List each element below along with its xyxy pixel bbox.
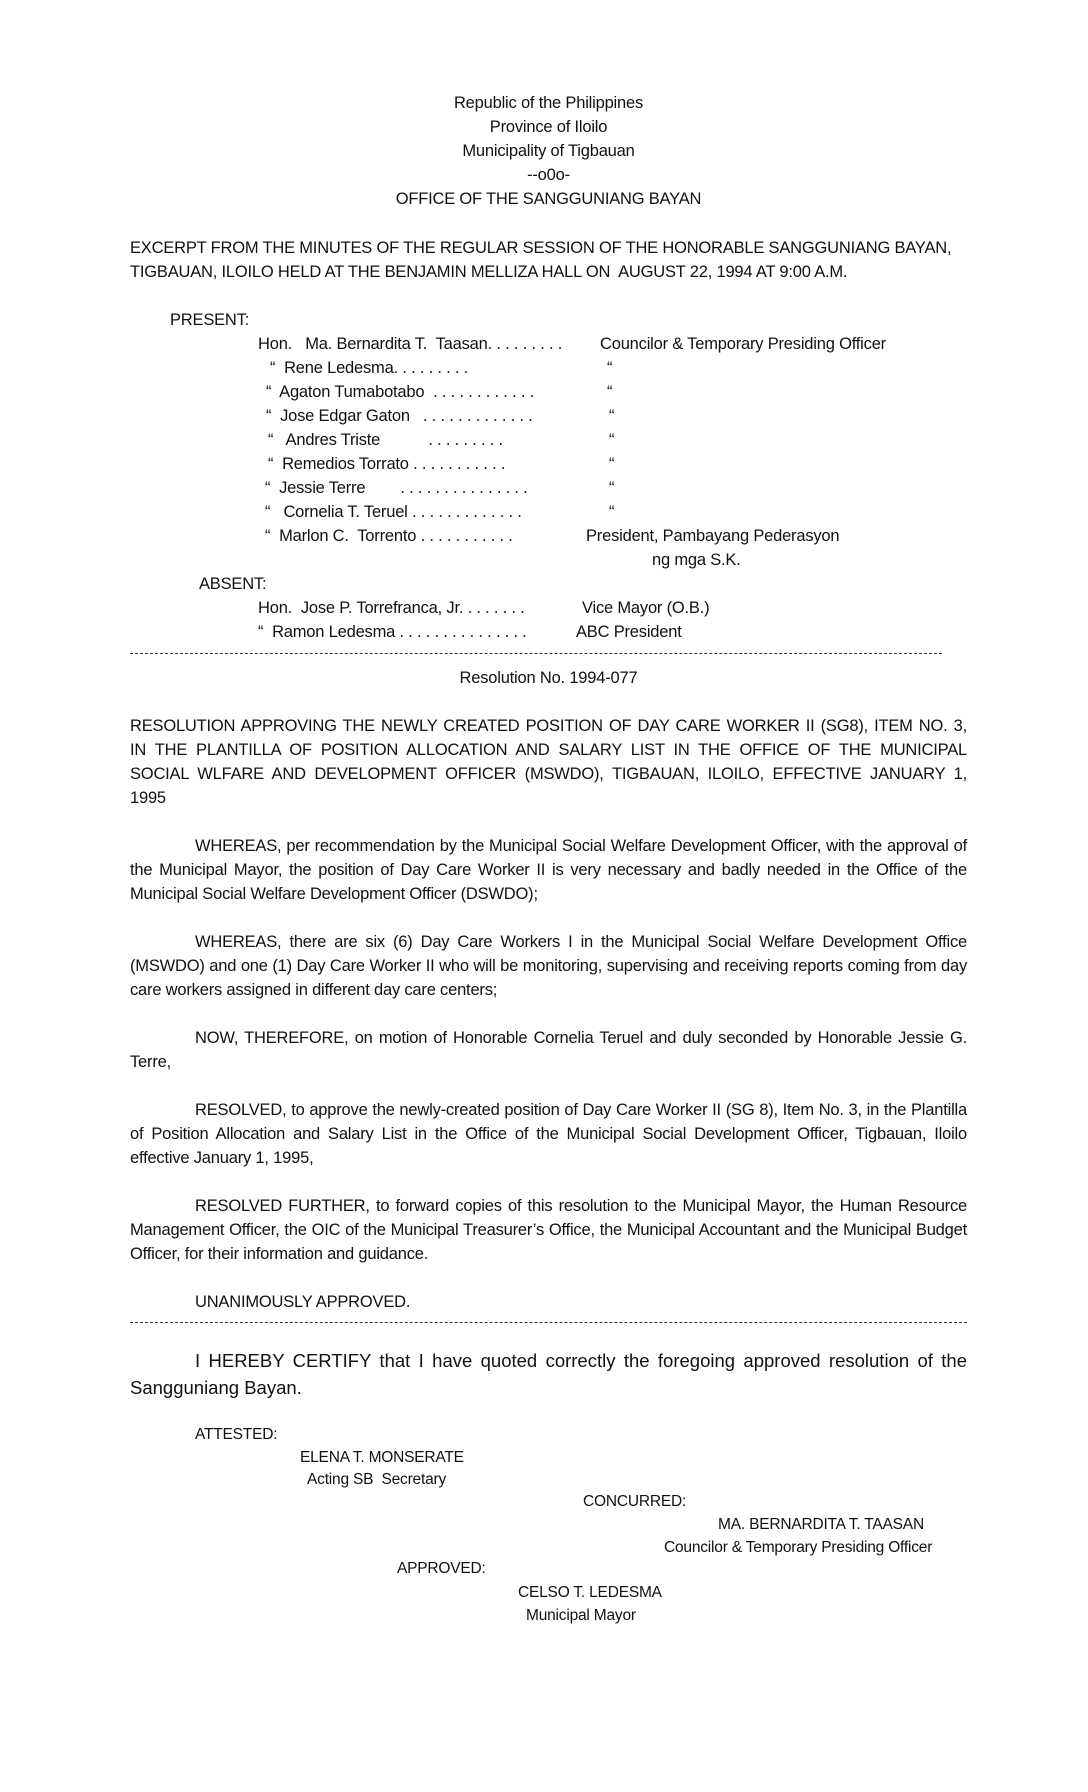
approved-label: APPROVED:	[397, 1560, 486, 1577]
present-member-name: “ Remedios Torrato . . . . . . . . . . .	[268, 455, 506, 473]
present-member-role: “	[609, 479, 615, 497]
certification-text: I HEREBY CERTIFY that I have quoted correctly the foregoing approved resolution of the Sangguniang Bayan.	[130, 1350, 967, 1398]
concurred-label: CONCURRED:	[583, 1493, 687, 1510]
approved-name: CELSO T. LEDESMA	[518, 1584, 662, 1601]
resolution-title-line: 1995	[130, 789, 166, 807]
concurred-title: Councilor & Temporary Presiding Officer	[664, 1539, 933, 1556]
present-label: PRESENT:	[170, 311, 250, 329]
excerpt-line-1: EXCERPT FROM THE MINUTES OF THE REGULAR SESSION OF THE HONORABLE SANGGUNIANG BAYAN,	[130, 239, 952, 257]
present-member-name: “ Rene Ledesma. . . . . . . . .	[270, 359, 469, 377]
present-member-role-cont: ng mga S.K.	[652, 551, 741, 569]
certification-paragraph	[130, 1347, 967, 1401]
present-member-role: “	[609, 407, 615, 425]
unanimously-approved: UNANIMOUSLY APPROVED.	[195, 1293, 411, 1311]
resolution-title-line: SOCIAL WLFARE AND DEVELOPMENT OFFICER (MSWDO), TIGBAUAN, ILOILO, EFFECTIVE JANUARY 1,	[130, 765, 967, 783]
present-member-name: “ Jose Edgar Gaton . . . . . . . . . . . . .	[266, 407, 533, 425]
resolved-paragraph	[130, 1098, 967, 1170]
attested-label: ATTESTED:	[195, 1426, 278, 1443]
present-member-role: Councilor & Temporary Presiding Officer	[600, 335, 886, 353]
header-office: OFFICE OF THE SANGGUNIANG BAYAN	[395, 190, 702, 208]
present-member-name: “ Agaton Tumabotabo . . . . . . . . . . . .	[266, 383, 534, 401]
absent-member-role: ABC President	[576, 623, 682, 641]
present-member-role: “	[609, 455, 615, 473]
divider	[130, 1322, 967, 1323]
whereas-paragraph-2	[130, 930, 967, 1002]
present-member-role: President, Pambayang Pederasyon	[586, 527, 840, 545]
present-member-name: “ Andres Triste . . . . . . . . .	[268, 431, 503, 449]
absent-label: ABSENT:	[199, 575, 267, 593]
paragraph-text: NOW, THEREFORE, on motion of Honorable Cornelia Teruel and duly seconded by Honorable Jessie G. Terre,	[130, 1029, 967, 1071]
now-therefore-paragraph	[130, 1026, 967, 1074]
absent-member-name: “ Ramon Ledesma . . . . . . . . . . . . . . .	[258, 623, 527, 641]
present-member-name: “ Jessie Terre . . . . . . . . . . . . . . .	[265, 479, 528, 497]
excerpt-line-2: TIGBAUAN, ILOILO HELD AT THE BENJAMIN MELLIZA HALL ON AUGUST 22, 1994 AT 9:00 A.M.	[130, 263, 848, 281]
whereas-paragraph-1	[130, 834, 967, 906]
present-member-name: Hon. Ma. Bernardita T. Taasan. . . . . . . . .	[258, 335, 563, 353]
present-member-role: “	[609, 431, 615, 449]
paragraph-text: RESOLVED FURTHER, to forward copies of this resolution to the Municipal Mayor, the Human Resource Management Officer, the OIC of the Municipal Treasurer’s Office, the Municipal Accountant and the Municipal Budget Officer, for their information and guidance.	[130, 1197, 967, 1263]
header-separator: --o0o-	[527, 166, 570, 184]
header-province: Province of Iloilo	[489, 118, 608, 136]
absent-member-role: Vice Mayor (O.B.)	[582, 599, 710, 617]
paragraph-text: WHEREAS, there are six (6) Day Care Workers I in the Municipal Social Welfare Development Office (MSWDO) and one (1) Day Care Worker II who will be monitoring, supervising and receiving reports coming from day care workers assigned in different day care centers;	[130, 933, 967, 999]
present-member-name: “ Cornelia T. Teruel . . . . . . . . . . . . .	[265, 503, 522, 521]
header-republic: Republic of the Philippines	[453, 94, 644, 112]
attested-title: Acting SB Secretary	[307, 1471, 447, 1488]
resolution-title-line: IN THE PLANTILLA OF POSITION ALLOCATION AND SALARY LIST IN THE OFFICE OF THE MUNICIPAL	[130, 741, 967, 759]
present-member-role: “	[607, 359, 613, 377]
present-member-role: “	[609, 503, 615, 521]
resolution-title-line: RESOLUTION APPROVING THE NEWLY CREATED POSITION OF DAY CARE WORKER II (SG8), ITEM NO. 3,	[130, 717, 967, 735]
concurred-name: MA. BERNARDITA T. TAASAN	[718, 1516, 924, 1533]
paragraph-text: WHEREAS, per recommendation by the Municipal Social Welfare Development Officer, with the approval of the Municipal Mayor, the position of Day Care Worker II is very necessary and badly needed in the Office of the Municipal Social Welfare Development Officer (DSWDO);	[130, 837, 967, 903]
resolution-number: Resolution No. 1994-077	[459, 669, 638, 687]
absent-member-name: Hon. Jose P. Torrefranca, Jr. . . . . . . .	[258, 599, 525, 617]
header-municipality: Municipality of Tigbauan	[462, 142, 635, 160]
resolved-further-paragraph	[130, 1194, 967, 1266]
present-member-name: “ Marlon C. Torrento . . . . . . . . . . .	[265, 527, 513, 545]
attested-name: ELENA T. MONSERATE	[300, 1449, 464, 1466]
present-member-role: “	[607, 383, 613, 401]
divider	[130, 653, 942, 654]
paragraph-text: RESOLVED, to approve the newly-created position of Day Care Worker II (SG 8), Item No. 3, in the Plantilla of Position Allocation and Salary List in the Office of the Municipal Social Development Officer, Tigbauan, Iloilo effective January 1, 1995,	[130, 1101, 967, 1167]
approved-title: Municipal Mayor	[526, 1607, 636, 1624]
